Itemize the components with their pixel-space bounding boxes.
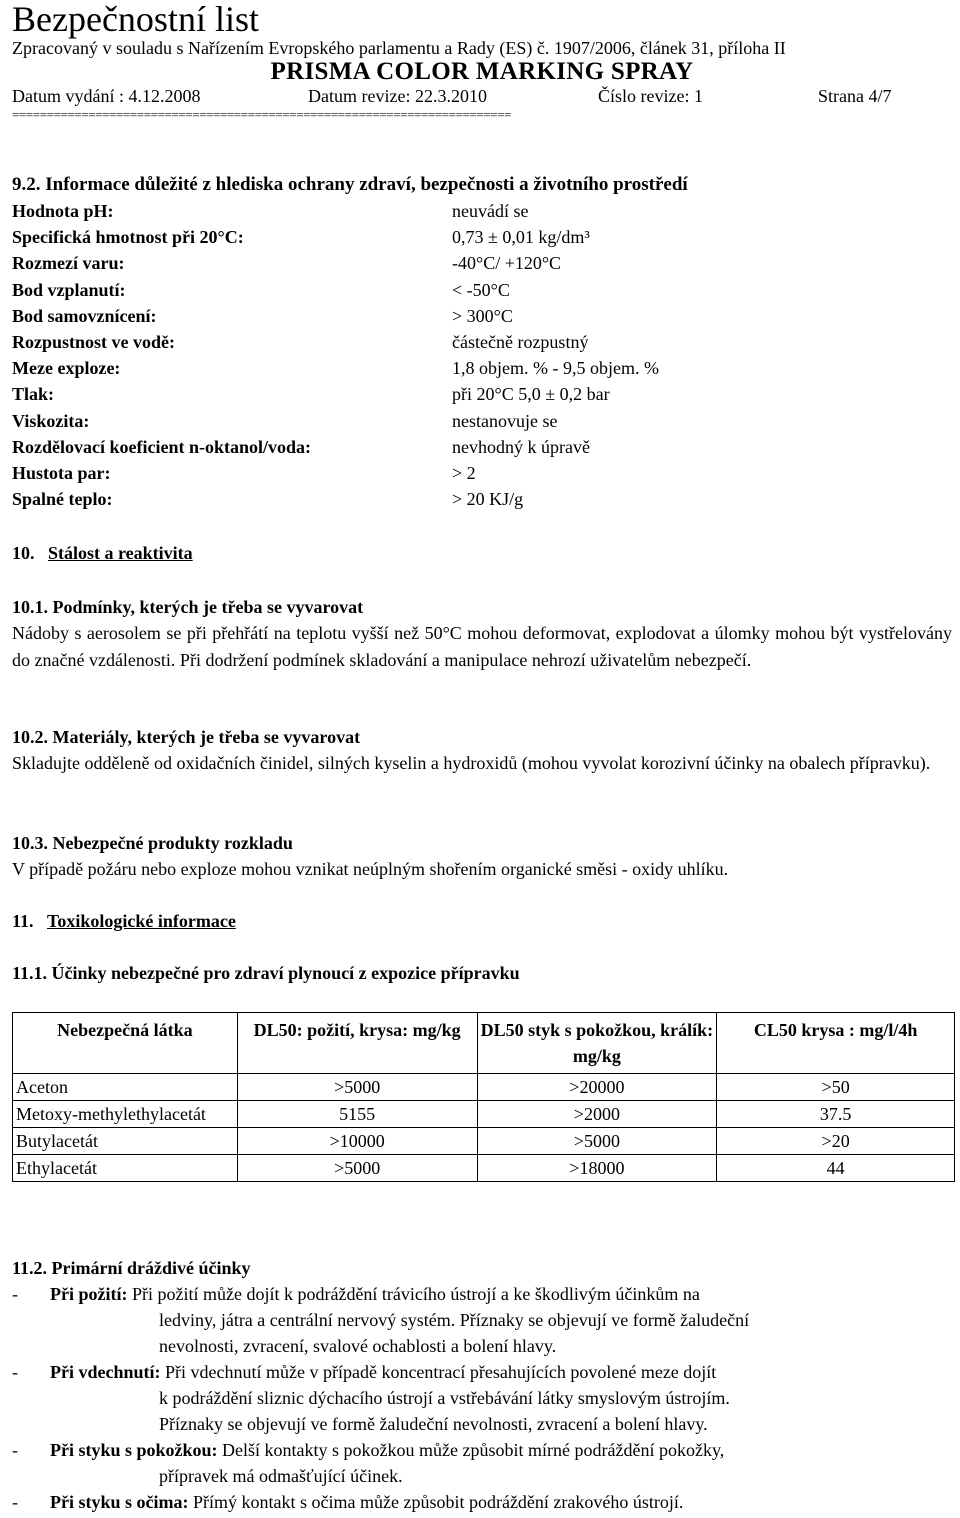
section-11-1 (12, 960, 952, 986)
effect-item: - Při vdechnutí: Při vdechnutí může v případě koncentrací přesahujících povolené meze dojít k podráždění sliznic dýchacího ústrojí a vstřebávání látky smyslovým ústrojím. Příznaky se objevují ve formě žaludeční nevolnosti, zvracení a bolení hlavy. (12, 1362, 730, 1434)
effect-item: - Při styku s očima: Přímý kontakt s očima může způsobit podráždění zrakového ústrojí. (12, 1492, 684, 1512)
table-header-row (13, 1013, 955, 1074)
section-10-3-heading: 10.3. Nebezpečné produkty rozkladu (12, 833, 293, 853)
section-10-1 (12, 594, 952, 673)
property-row: Bod samovznícení: > 300°C (12, 305, 513, 326)
substance-cell: Ethylacetát (13, 1155, 238, 1182)
property-row: Specifická hmotnost při 20°C: 0,73 ± 0,01 kg/dm³ (12, 227, 590, 248)
value-cell: >2000 (477, 1101, 717, 1128)
section-10 (12, 540, 952, 566)
column-header: DL50: požití, krysa: mg/kg (237, 1013, 477, 1074)
section-11-2-heading: 11.2. Primární dráždivé účinky (12, 1258, 251, 1278)
value-cell: >20 (717, 1128, 955, 1155)
section-10-3 (12, 830, 952, 883)
table-row (13, 1128, 955, 1155)
section-10-2-text: Skladujte odděleně od oxidačních činidel, silných kyselin a hydroxidů (mohou vyvolat korozivní účinky na obalech přípravku). (12, 753, 931, 773)
value-cell: >5000 (477, 1128, 717, 1155)
section-9-2 (12, 172, 952, 512)
property-row: Hustota par: > 2 (12, 462, 476, 483)
table-row (13, 1155, 955, 1182)
section-11-heading: 11. Toxikologické informace (12, 911, 236, 931)
toxicity-table (12, 1012, 955, 1182)
value-cell: >5000 (237, 1074, 477, 1101)
property-row: Meze exploze: 1,8 objem. % - 9,5 objem. % (12, 358, 659, 379)
section-10-3-text: V případě požáru nebo exploze mohou vznikat neúplným shořením organické směsi - oxidy uhlíku. (12, 859, 729, 879)
effect-label: Při styku s pokožkou: (50, 1440, 218, 1460)
value-cell: 5155 (237, 1101, 477, 1128)
table-row (13, 1101, 955, 1128)
section-10-2 (12, 724, 952, 777)
effect-label: Při vdechnutí: (50, 1362, 161, 1382)
value-cell: >18000 (477, 1155, 717, 1182)
value-cell: >5000 (237, 1155, 477, 1182)
property-row: Viskozita: nestanovuje se (12, 410, 558, 431)
property-row: Bod vzplanutí: < -50°C (12, 279, 510, 300)
effect-item: - Při styku s pokožkou: Delší kontakty s pokožkou může způsobit mírné podráždění pokožky, přípravek má odmašťující účinek. (12, 1440, 725, 1486)
properties-list (12, 198, 952, 512)
section-10-heading: 10. Stálost a reaktivita (12, 543, 193, 563)
column-header: DL50 styk s pokožkou, králík: mg/kg (477, 1013, 717, 1074)
issue-date: Datum vydání : 4.12.2008 (12, 86, 201, 106)
section-9-2-heading: 9.2. Informace důležité z hlediska ochrany zdraví, bezpečnosti a životního prostředí (12, 174, 688, 195)
value-cell: >50 (717, 1074, 955, 1101)
substance-cell: Butylacetát (13, 1128, 238, 1155)
section-10-1-heading: 10.1. Podmínky, kterých je třeba se vyvarovat (12, 597, 364, 617)
table-row (13, 1074, 955, 1101)
property-row: Hodnota pH: neuvádí se (12, 201, 529, 221)
document-title: Bezpečnostní list (12, 0, 259, 39)
effect-label: Při požití: (50, 1284, 128, 1304)
property-row: Tlak: při 20°C 5,0 ± 0,2 bar (12, 384, 610, 405)
toxicity-table-wrap (12, 1012, 952, 1182)
property-row: Rozmezí varu: -40°C/ +120°C (12, 253, 562, 274)
section-11-2 (12, 1255, 952, 1515)
column-header: CL50 krysa : mg/l/4h (717, 1013, 955, 1074)
property-row: Rozpustnost ve vodě: částečně rozpustný (12, 331, 589, 352)
section-11-1-heading: 11.1. Účinky nebezpečné pro zdraví plynoucí z expozice přípravku (12, 963, 520, 983)
page-number: Strana 4/7 (818, 86, 892, 106)
section-10-1-text: Nádoby s aerosolem se při přehřátí na teplotu vyšší než 50°C mohou deformovat, explodovat a úlomky mohou být vystřelovány do značné vzdálenosti. Při dodržení podmínek skladování a manipulace nehrozí uživatelům nebezpečí. (12, 623, 952, 670)
substance-cell: Metoxy-methylethylacetát (13, 1101, 238, 1128)
substance-cell: Aceton (13, 1074, 238, 1101)
header-dates (12, 86, 952, 108)
header-rule: ======================================================================== (12, 108, 512, 122)
value-cell: 44 (717, 1155, 955, 1182)
value-cell: 37.5 (717, 1101, 955, 1128)
section-10-2-heading: 10.2. Materiály, kterých je třeba se vyvarovat (12, 727, 361, 747)
value-cell: >20000 (477, 1074, 717, 1101)
product-name: PRISMA COLOR MARKING SPRAY (270, 58, 694, 85)
revision-number: Číslo revize: 1 (598, 86, 703, 106)
revision-date: Datum revize: 22.3.2010 (308, 86, 487, 106)
property-row: Spalné teplo: > 20 KJ/g (12, 489, 524, 510)
property-row: Rozdělovací koeficient n-oktanol/voda: nevhodný k úpravě (12, 436, 590, 457)
effect-label: Při styku s očima: (50, 1492, 189, 1512)
column-header: Nebezpečná látka (13, 1013, 238, 1074)
document-page (12, 0, 952, 1512)
effect-item: - Při požití: Při požití může dojít k podráždění trávicího ústrojí a ke škodlivým účinkům na ledviny, játra a centrální nervový systém. Příznaky se objevují ve formě žaludeční nevolnosti, zvracení, svalové ochablosti a bolení hlavy. (12, 1284, 750, 1356)
regulation-subtitle: Zpracovaný v souladu s Nařízením Evropského parlamentu a Rady (ES) č. 1907/2006, článek 31, příloha II (12, 38, 786, 58)
section-11 (12, 908, 952, 934)
value-cell: >10000 (237, 1128, 477, 1155)
